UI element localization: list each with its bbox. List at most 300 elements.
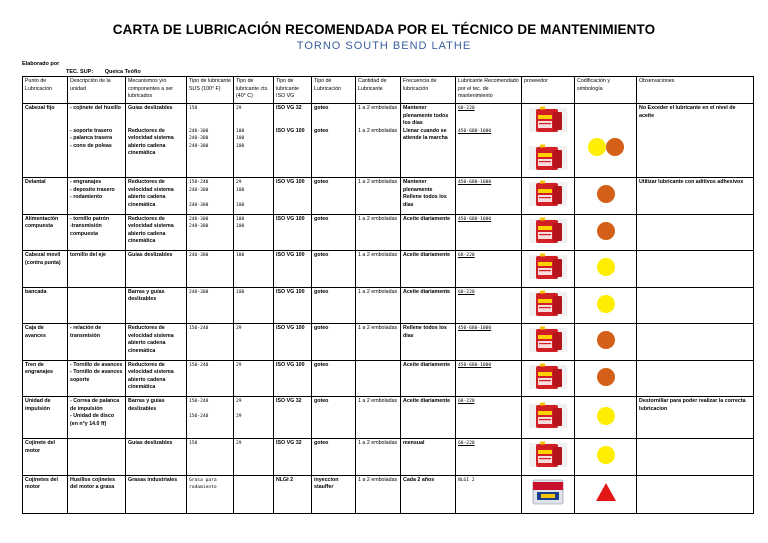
table-row: [23, 324, 754, 361]
frequency-cell: [401, 178, 456, 215]
table-row: [23, 287, 754, 324]
provider-cell: [522, 178, 575, 215]
punto-cell-line: Alimentación compuesta: [25, 215, 59, 229]
description-cell-line: - Correa de palanca de impulsión: [70, 398, 120, 412]
frequency-cell: [401, 475, 456, 513]
sus-cell-line: 150: [189, 106, 198, 111]
cts-cell-line: 100: [236, 136, 245, 141]
description-cell: [68, 397, 126, 439]
punto-cell-line: Cabezal fijo: [25, 105, 55, 111]
mechanism-cell: [126, 439, 187, 476]
frequency-cell: [401, 104, 456, 178]
iso-cell: [274, 397, 312, 439]
cts-cell-line: 29: [236, 441, 242, 446]
quantity-cell: [356, 324, 401, 361]
table-row: [23, 104, 754, 178]
description-cell-line: - tornillo patrón: [70, 215, 110, 222]
header-cell: Mecanismos y/o componentes a ser lubricados: [126, 77, 187, 104]
description-cell: [68, 439, 126, 476]
quantity-cell-line: 1 a 2 emboladas: [358, 215, 398, 222]
observations-line: Utilizar lubricante con aditivos adhesivos: [639, 179, 744, 185]
cts-cell-line: 100: [236, 289, 245, 295]
recommended-lubricant-cell-line: 450-680-1000: [458, 128, 492, 134]
observations-cell: [637, 397, 754, 439]
lubrication-type-cell-line: goteo: [314, 105, 329, 111]
recommended-lubricant-cell-line: [458, 120, 519, 128]
sus-cell: [187, 214, 234, 251]
mechanism-cell: [126, 287, 187, 324]
iso-cell-line: ISO VG 32: [276, 440, 302, 446]
header-cell: Tipo de lubricante cts. (40° C): [234, 77, 274, 104]
elaborado-label: Elaborado por: [22, 61, 60, 67]
cts-cell-line: 100: [236, 202, 245, 208]
quantity-cell: [356, 104, 401, 178]
punto-cell-line: Delantal: [25, 179, 46, 185]
sus-cell-line: [189, 406, 231, 414]
sus-cell-line: 240-300: [189, 128, 209, 134]
provider-cell: [522, 439, 575, 476]
cts-cell-line: 100: [236, 224, 245, 229]
sus-cell: [187, 251, 234, 288]
quantity-cell-line: 1 a 2 emboladas: [358, 476, 398, 483]
observations-cell: [637, 251, 754, 288]
lubrication-table: [22, 76, 754, 514]
mechanism-cell: [126, 475, 187, 513]
frequency-cell: [401, 251, 456, 288]
description-cell-line: - palanca trasera: [70, 135, 113, 141]
punto-cell-line: Cabezal movil (contra punta): [25, 252, 61, 266]
mechanism-cell-line: Barras y guías deslizables: [128, 288, 165, 302]
mechanism-cell-line: Reductores de velocidad sistema abierto cadena cinemática: [128, 179, 174, 208]
punto-cell: [23, 360, 68, 397]
mechanism-cell: [126, 178, 187, 215]
observations-cell: [637, 214, 754, 251]
cts-cell: [234, 287, 274, 324]
iso-cell-line: [276, 113, 309, 121]
yellow-circle-icon: [597, 258, 615, 276]
lubricant-bottle-icon: [527, 290, 569, 318]
red-triangle-icon: [596, 483, 616, 501]
recommended-lubricant-cell: [456, 251, 522, 288]
mechanism-cell-line: Guías deslizables: [128, 440, 173, 446]
iso-cell: [274, 104, 312, 178]
lubrication-type-cell-line: goteo: [314, 361, 329, 368]
description-cell-line: - Tornillo de avances soporte: [70, 369, 123, 383]
recommended-lubricant-cell-line: 68-220: [458, 289, 475, 295]
symbol-cell: [575, 251, 637, 288]
description-cell: [68, 287, 126, 324]
quantity-cell: [356, 214, 401, 251]
sus-cell-line: 150-240: [189, 326, 209, 331]
sus-cell: [187, 178, 234, 215]
punto-cell-line: Cojinete del motor: [25, 440, 56, 454]
sus-cell-line: 240-300: [189, 216, 209, 222]
provider-cell: [522, 251, 575, 288]
provider-cell: [522, 360, 575, 397]
frequency-cell-line: Aceite diariamente: [403, 215, 451, 222]
recommended-lubricant-cell-line: 68-220: [458, 253, 475, 258]
sus-cell: [187, 287, 234, 324]
sus-cell-line: [189, 113, 231, 121]
description-cell: [68, 178, 126, 215]
symbol-cell: [575, 324, 637, 361]
header-cell: Tipo de Lubricación: [312, 77, 356, 104]
cts-cell: [234, 397, 274, 439]
frequency-cell-line: mensual: [403, 440, 425, 446]
quantity-cell: [356, 360, 401, 397]
lubrication-type-cell-line: [314, 113, 353, 121]
technician-label: TEC. SUP:: [66, 69, 94, 75]
symbol-cell: [575, 397, 637, 439]
description-cell: [68, 251, 126, 288]
header-cell: Cantidad de Lubricante: [356, 77, 401, 104]
mechanism-cell-line: Reductores de velocidad sistema abierto cadena cinemática: [128, 361, 174, 390]
iso-cell-line: NLGI 2: [276, 476, 294, 483]
quantity-cell-line: 1 a 2 emboladas: [358, 288, 398, 295]
recommended-lubricant-cell-line: 450-680-1000: [458, 362, 492, 368]
sus-cell-line: 150-240: [189, 362, 209, 368]
lubrication-type-cell-line: goteo: [314, 127, 329, 134]
sus-cell-line: 240-300: [189, 289, 209, 295]
recommended-lubricant-cell-line: 450-680-1000: [458, 326, 492, 331]
header-cell: Tipo de lubricante ISO VG: [274, 77, 312, 104]
table-row: [23, 439, 754, 476]
cts-cell-line: 100: [236, 253, 245, 258]
recommended-lubricant-cell-line: NLGI 2: [458, 477, 475, 483]
cts-cell-line: 29: [236, 326, 242, 331]
recommended-lubricant-cell-line: 68-220: [458, 106, 475, 111]
mechanism-cell-line: Reductores de velocidad sistema abierto cadena cinemática: [128, 127, 174, 156]
cts-cell: [234, 475, 274, 513]
iso-cell-line: ISO VG 100: [276, 361, 305, 368]
punto-cell-line: Tren de engranajes: [25, 361, 53, 375]
table-row: [23, 178, 754, 215]
description-cell-line: - deposito trasero: [70, 186, 115, 193]
iso-cell-line: ISO VG 32: [276, 398, 302, 404]
punto-cell: [23, 397, 68, 439]
observations-cell: [637, 104, 754, 178]
table-row: [23, 475, 754, 513]
lubricant-bottle-icon: [527, 326, 569, 354]
sus-cell-line: 240-300: [189, 136, 209, 141]
lubrication-type-cell-line: goteo: [314, 252, 329, 258]
orange-circle-icon: [597, 368, 615, 386]
provider-cell: [522, 214, 575, 251]
punto-cell-line: Caja de avances: [25, 325, 46, 339]
cts-cell-line: [236, 113, 271, 121]
cts-cell: [234, 178, 274, 215]
header-cell: Observaciones: [637, 77, 754, 104]
punto-cell: [23, 104, 68, 178]
lubrication-type-cell: [312, 475, 356, 513]
sus-cell-line: [189, 194, 231, 202]
table-row: [23, 214, 754, 251]
sus-cell: [187, 439, 234, 476]
frequency-cell-line: Rellene todos los días: [403, 325, 447, 339]
header-cell: Codificación y simbología: [575, 77, 637, 104]
cts-cell-line: 29: [236, 362, 242, 368]
technician-line: [66, 69, 141, 75]
punto-cell: [23, 214, 68, 251]
description-cell: [68, 214, 126, 251]
observations-cell: [637, 287, 754, 324]
lubricant-bottle-icon: [527, 363, 569, 391]
sus-cell: [187, 104, 234, 178]
quantity-cell: [356, 287, 401, 324]
quantity-cell: [356, 178, 401, 215]
table-row: [23, 251, 754, 288]
mechanism-cell: [126, 397, 187, 439]
description-cell-line: - engranajes: [70, 179, 102, 185]
cts-cell: [234, 214, 274, 251]
frequency-cell-line: Aceite diariamente: [403, 361, 451, 368]
provider-cell: [522, 104, 575, 178]
sus-cell-line: 150-240: [189, 414, 209, 419]
lubrication-type-cell: [312, 287, 356, 324]
header-cell: proveedor: [522, 77, 575, 104]
iso-cell-line: ISO VG 100: [276, 215, 305, 222]
iso-cell-line: ISO VG 100: [276, 288, 305, 295]
cts-cell-line: 29: [236, 399, 242, 404]
sus-cell-line: [189, 120, 231, 128]
frequency-cell-line: Llenar cuando se atiende la marcha: [403, 127, 448, 141]
punto-cell-line: Cojinetes del motor: [25, 476, 58, 490]
mechanism-cell-line: Reductores de velocidad sistema abierto cadena cinemática: [128, 325, 174, 354]
recommended-lubricant-cell: [456, 104, 522, 178]
cts-cell-line: [236, 194, 271, 202]
frequency-cell-line: Rellene todos los días: [403, 194, 447, 208]
observations-line: Destornillar para poder realizar la correcta lubricacion: [639, 398, 746, 412]
recommended-lubricant-cell: [456, 360, 522, 397]
description-cell-line: - Unidad de disco (en n°y 14.0 ff): [70, 413, 115, 427]
mechanism-cell-line: Grasas industriales: [128, 476, 178, 483]
lubrication-type-cell-line: goteo: [314, 179, 329, 185]
observations-cell: [637, 439, 754, 476]
yellow-circle-icon: [597, 446, 615, 464]
quantity-cell-line: 1 a 2 emboladas: [358, 105, 398, 111]
description-cell-line: - rodamiento: [70, 194, 103, 200]
recommended-lubricant-cell-line: 68-220: [458, 441, 475, 446]
iso-cell: [274, 475, 312, 513]
description-cell-line: [70, 113, 123, 121]
cts-cell-line: 100: [236, 128, 245, 134]
cts-cell-line: 29: [236, 180, 242, 185]
symbol-cell: [575, 439, 637, 476]
mechanism-cell-line: [128, 120, 184, 128]
header-cell: Punto de Lubricación: [23, 77, 68, 104]
description-cell-line: -transmisión compuesta: [70, 223, 102, 237]
mechanism-cell: [126, 104, 187, 178]
observations-line: No Exceder el lubricante en el nivel de aceite: [639, 105, 736, 119]
header-cell: Descripción de la unidad: [68, 77, 126, 104]
description-cell-line: Husillos cojinetes del motor a grasa: [70, 476, 116, 490]
recommended-lubricant-cell: [456, 287, 522, 324]
lubrication-type-cell-line: [314, 120, 353, 128]
mechanism-cell-line: Barras y guías deslizables: [128, 398, 165, 412]
cts-cell: [234, 104, 274, 178]
frequency-cell-line: Aceite diariamente: [403, 252, 451, 258]
sus-cell-line: 240-300: [189, 224, 209, 229]
lubrication-type-cell: [312, 324, 356, 361]
recommended-lubricant-cell: [456, 397, 522, 439]
quantity-cell-line: 1 a 2 emboladas: [358, 127, 398, 134]
quantity-cell-line: 1 a 2 emboladas: [358, 440, 398, 446]
recommended-lubricant-cell: [456, 324, 522, 361]
mechanism-cell: [126, 360, 187, 397]
table-row: [23, 360, 754, 397]
lubrication-type-cell: [312, 360, 356, 397]
recommended-lubricant-cell-line: 450-680-1000: [458, 216, 492, 222]
lubricant-bottle-icon: [527, 441, 569, 469]
sus-cell-line: 150-240: [189, 180, 209, 185]
iso-cell: [274, 324, 312, 361]
frequency-cell-line: Aceite diariamente: [403, 398, 451, 404]
lubricant-bottle-icon: [527, 144, 569, 172]
recommended-lubricant-cell: [456, 475, 522, 513]
provider-cell: [522, 475, 575, 513]
quantity-cell-line: [358, 362, 398, 370]
cts-cell: [234, 360, 274, 397]
provider-cell: [522, 287, 575, 324]
lubrication-type-cell: [312, 178, 356, 215]
iso-cell: [274, 214, 312, 251]
description-cell-line: - soporte trasero: [70, 127, 113, 134]
lubrication-type-cell-line: goteo: [314, 215, 329, 222]
recommended-lubricant-cell: [456, 178, 522, 215]
cts-cell: [234, 251, 274, 288]
lubrication-type-cell: [312, 397, 356, 439]
frequency-cell-line: Aceite diariamente: [403, 288, 451, 295]
iso-cell: [274, 360, 312, 397]
mechanism-cell-line: Guías deslizables: [128, 252, 173, 258]
description-cell-line: - relación de transmisión: [70, 325, 102, 339]
mechanism-cell: [126, 324, 187, 361]
frequency-cell: [401, 214, 456, 251]
iso-cell-line: ISO VG 32: [276, 105, 302, 111]
lubrication-type-cell-line: goteo: [314, 325, 329, 331]
cts-cell-line: 29: [236, 414, 242, 419]
quantity-cell-line: [358, 113, 398, 121]
frequency-cell: [401, 397, 456, 439]
quantity-cell-line: [358, 120, 398, 128]
header-cell: Frecuencia de lubricación: [401, 77, 456, 104]
mechanism-cell: [126, 214, 187, 251]
orange-circle-icon: [606, 138, 624, 156]
lubrication-type-cell: [312, 214, 356, 251]
punto-cell-line: bancada: [25, 288, 47, 295]
description-cell-line: - cono de poleas: [70, 142, 112, 149]
lubrication-type-cell: [312, 104, 356, 178]
description-cell-line: [70, 289, 123, 297]
recommended-lubricant-cell: [456, 214, 522, 251]
recommended-lubricant-cell-line: 450-680-1000: [458, 180, 492, 185]
symbol-cell: [575, 360, 637, 397]
observations-cell: [637, 178, 754, 215]
punto-cell: [23, 324, 68, 361]
sus-cell-line: 240-300: [189, 253, 209, 258]
sus-cell: [187, 475, 234, 513]
cts-cell-line: 100: [236, 216, 245, 222]
mechanism-cell: [126, 251, 187, 288]
iso-cell: [274, 287, 312, 324]
quantity-cell: [356, 475, 401, 513]
cts-cell-line: 100: [236, 143, 245, 149]
iso-cell-line: ISO VG 100: [276, 325, 305, 331]
frequency-cell: [401, 360, 456, 397]
punto-cell: [23, 287, 68, 324]
symbol-cell: [575, 287, 637, 324]
yellow-circle-icon: [597, 407, 615, 425]
lubrication-type-cell-line: inyeccion stauffer: [314, 476, 339, 490]
description-cell: [68, 475, 126, 513]
frequency-cell: [401, 324, 456, 361]
symbol-cell: [575, 214, 637, 251]
description-cell: [68, 324, 126, 361]
table-header-row: [23, 77, 754, 104]
cts-cell-line: 100: [236, 187, 245, 193]
description-cell-line: - cojinete del husillo: [70, 105, 121, 111]
cts-cell-line: 29: [236, 106, 242, 111]
page-title: CARTA DE LUBRICACIÓN RECOMENDADA POR EL TÉCNICO DE MANTENIMIENTO: [112, 22, 656, 37]
frequency-cell-line: Mantener plenamente: [403, 179, 433, 193]
punto-cell: [23, 251, 68, 288]
frequency-cell-line: Cada 2 años: [403, 476, 435, 483]
recommended-lubricant-cell-line: 68-220: [458, 399, 475, 404]
orange-circle-icon: [597, 222, 615, 240]
iso-cell: [274, 439, 312, 476]
frequency-cell-line: Mantener plenamente todos los días: [403, 105, 449, 126]
observations-cell: [637, 360, 754, 397]
symbol-cell: [575, 475, 637, 513]
observations-cell: [637, 324, 754, 361]
cts-cell-line: [236, 477, 271, 485]
quantity-cell: [356, 251, 401, 288]
description-cell-line: tornillo del eje: [70, 252, 106, 258]
punto-cell: [23, 439, 68, 476]
quantity-cell: [356, 397, 401, 439]
lubrication-type-cell: [312, 251, 356, 288]
grease-can-icon: [527, 478, 569, 506]
sus-cell-line: 240-300: [189, 187, 209, 193]
punto-cell: [23, 475, 68, 513]
sus-cell-line: 240-300: [189, 143, 209, 149]
sus-cell: [187, 397, 234, 439]
sus-cell-line: 150-240: [189, 399, 209, 404]
iso-cell-line: ISO VG 100: [276, 127, 305, 134]
sus-cell: [187, 324, 234, 361]
sus-cell-line: Grasa para rodamiento: [189, 477, 217, 490]
symbol-cell: [575, 104, 637, 178]
quantity-cell-line: 1 a 2 emboladas: [358, 325, 398, 331]
description-cell: [68, 104, 126, 178]
lubricant-bottle-icon: [527, 106, 569, 134]
header-cell: Lubricante Recomendado por el tec. de mantenimiento: [456, 77, 522, 104]
lubricant-bottle-icon: [527, 180, 569, 208]
observations-cell: [637, 475, 754, 513]
iso-cell-line: ISO VG 100: [276, 252, 305, 258]
recommended-lubricant-cell-line: [458, 113, 519, 121]
iso-cell: [274, 251, 312, 288]
lubricant-bottle-icon: [527, 217, 569, 245]
lubrication-type-cell-line: goteo: [314, 288, 329, 295]
mechanism-cell-line: [128, 113, 184, 121]
sus-cell: [187, 360, 234, 397]
cts-cell-line: [236, 406, 271, 414]
lubricant-bottle-icon: [527, 253, 569, 281]
description-cell-line: - Tornillo de avances: [70, 361, 123, 368]
quantity-cell-line: 1 a 2 emboladas: [358, 179, 398, 185]
frequency-cell: [401, 439, 456, 476]
